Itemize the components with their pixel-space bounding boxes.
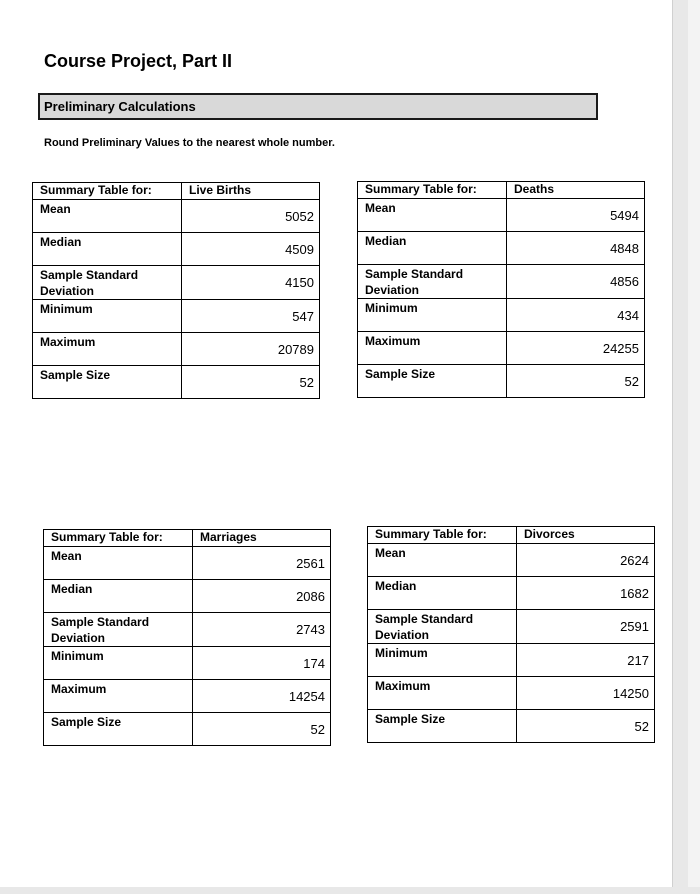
table-row — [368, 577, 655, 610]
row-label-sample-size: Sample Size — [358, 365, 507, 398]
table-row — [33, 300, 320, 333]
row-label-max: Maximum — [368, 677, 517, 710]
window-gutter — [673, 0, 688, 894]
row-label-mean: Mean — [33, 200, 182, 233]
header-label: Summary Table for: — [368, 527, 517, 544]
table-row — [33, 266, 320, 300]
row-label-min: Minimum — [358, 299, 507, 332]
table-row — [44, 680, 331, 713]
table-row — [368, 677, 655, 710]
table-row — [33, 200, 320, 233]
table-row — [33, 233, 320, 266]
document-title: Course Project, Part II — [44, 51, 233, 71]
sample-size-value: 52 — [182, 366, 320, 399]
scrollbar-track[interactable] — [688, 0, 700, 894]
summary-table-marriages — [43, 529, 331, 746]
sd-value: 4150 — [182, 266, 320, 300]
row-label-max: Maximum — [33, 333, 182, 366]
row-label-sd: Sample Standard Deviation — [368, 610, 517, 644]
row-label-sd: Sample Standard Deviation — [358, 265, 507, 299]
table-row — [44, 713, 331, 746]
row-label-sample-size: Sample Size — [33, 366, 182, 399]
table-row — [44, 613, 331, 647]
variable-name: Marriages — [193, 530, 331, 547]
median-value: 2086 — [193, 580, 331, 613]
row-label-median: Median — [44, 580, 193, 613]
table-row — [358, 365, 645, 398]
mean-value: 5052 — [182, 200, 320, 233]
row-label-median: Median — [33, 233, 182, 266]
table-header-row — [33, 183, 320, 200]
header-label: Summary Table for: — [44, 530, 193, 547]
mean-value: 2561 — [193, 547, 331, 580]
table-row — [44, 580, 331, 613]
summary-table-deaths — [357, 181, 645, 398]
median-value: 4848 — [507, 232, 645, 265]
row-label-min: Minimum — [33, 300, 182, 333]
row-label-min: Minimum — [44, 647, 193, 680]
variable-name: Divorces — [517, 527, 655, 544]
table-row — [358, 232, 645, 265]
median-value: 1682 — [517, 577, 655, 610]
mean-value: 5494 — [507, 199, 645, 232]
table-header-row — [358, 182, 645, 199]
summary-table-live-births — [32, 182, 320, 399]
table-row — [358, 199, 645, 232]
min-value: 217 — [517, 644, 655, 677]
mean-value: 2624 — [517, 544, 655, 577]
section-heading: Preliminary Calculations — [44, 99, 196, 114]
row-label-mean: Mean — [44, 547, 193, 580]
table-row — [358, 332, 645, 365]
variable-name: Live Births — [182, 183, 320, 200]
sample-size-value: 52 — [507, 365, 645, 398]
table-row — [368, 644, 655, 677]
min-value: 434 — [507, 299, 645, 332]
table-row — [368, 544, 655, 577]
table-row — [358, 299, 645, 332]
row-label-sample-size: Sample Size — [44, 713, 193, 746]
row-label-max: Maximum — [358, 332, 507, 365]
row-label-min: Minimum — [368, 644, 517, 677]
section-heading-bar — [38, 93, 598, 120]
instruction-text: Round Preliminary Values to the nearest whole number. — [44, 137, 335, 149]
max-value: 20789 — [182, 333, 320, 366]
row-label-sd: Sample Standard Deviation — [44, 613, 193, 647]
min-value: 547 — [182, 300, 320, 333]
variable-name: Deaths — [507, 182, 645, 199]
table-row — [44, 647, 331, 680]
row-label-mean: Mean — [368, 544, 517, 577]
row-label-sd: Sample Standard Deviation — [33, 266, 182, 300]
median-value: 4509 — [182, 233, 320, 266]
table-header-row — [44, 530, 331, 547]
min-value: 174 — [193, 647, 331, 680]
row-label-mean: Mean — [358, 199, 507, 232]
table-row — [358, 265, 645, 299]
table-header-row — [368, 527, 655, 544]
table-row — [44, 547, 331, 580]
summary-table-divorces — [367, 526, 655, 743]
table-row — [33, 333, 320, 366]
table-row — [368, 710, 655, 743]
sample-size-value: 52 — [193, 713, 331, 746]
sd-value: 4856 — [507, 265, 645, 299]
window-bottom-edge — [0, 887, 700, 894]
row-label-max: Maximum — [44, 680, 193, 713]
row-label-median: Median — [358, 232, 507, 265]
table-row — [368, 610, 655, 644]
header-label: Summary Table for: — [358, 182, 507, 199]
row-label-median: Median — [368, 577, 517, 610]
row-label-sample-size: Sample Size — [368, 710, 517, 743]
max-value: 14250 — [517, 677, 655, 710]
max-value: 24255 — [507, 332, 645, 365]
sd-value: 2591 — [517, 610, 655, 644]
header-label: Summary Table for: — [33, 183, 182, 200]
sample-size-value: 52 — [517, 710, 655, 743]
table-row — [33, 366, 320, 399]
max-value: 14254 — [193, 680, 331, 713]
sd-value: 2743 — [193, 613, 331, 647]
